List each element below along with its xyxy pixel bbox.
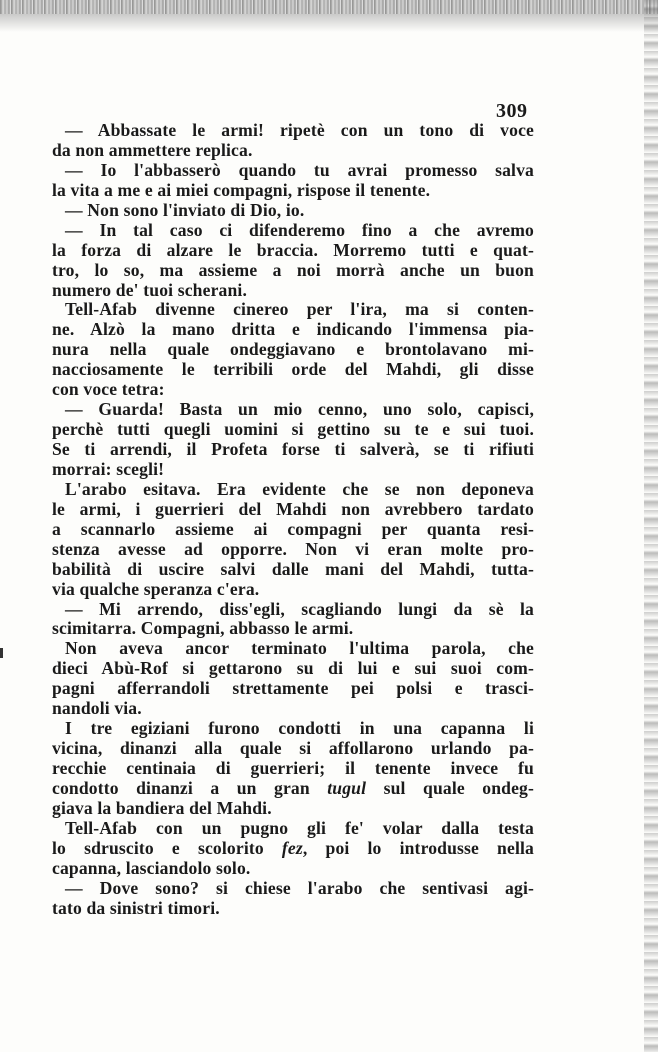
text-line: Non aveva ancor terminato l'ultima parola, che (65, 639, 534, 659)
text-line: — Guarda! Basta un mio cenno, uno solo, capisci, (65, 400, 534, 420)
text-line: condotto dinanzi a un gran tugul sul quale ondeg- (52, 778, 534, 798)
text-line: numero de' tuoi scherani. (52, 280, 248, 300)
text-line: con voce tetra: (52, 380, 165, 400)
text-line: giava la bandiera del Mahdi. (52, 798, 272, 818)
text-line: vicina, dinanzi alla quale si affollarono urlando pa- (52, 739, 534, 759)
text-line: tro, lo so, ma assieme a noi morrà anche un buon (52, 260, 534, 280)
text-line: lo sdruscito e scolorito fez, poi lo introdusse nella (52, 838, 534, 858)
text-line: le armi, i guerrieri del Mahdi non avrebbero tardato (52, 499, 534, 519)
text-line: scimitarra. Compagni, abbasso le armi. (52, 619, 354, 639)
italic-word: tugul (327, 778, 367, 798)
text-line: pagni afferrandoli strettamente pei polsi e trasci- (52, 679, 534, 699)
text-line: morrai: scegli! (52, 459, 165, 479)
scan-top-shadow (0, 14, 658, 32)
text-line: Tell-Afab divenne cinereo per l'ira, ma si conten- (65, 300, 534, 320)
text-line: stenza avesse ad opporre. Non vi eran molte pro- (52, 539, 534, 559)
text-line: Tell-Afab con un pugno gli fe' volar dalla testa (65, 818, 534, 838)
text-line: ne. Alzò la mano dritta e indicando l'immensa pia- (52, 320, 534, 340)
text-line: — Mi arrendo, diss'egli, scagliando lungi da sè la (65, 599, 534, 619)
text-line: Se ti arrendi, il Profeta forse ti salverà, se ti rifiuti (52, 440, 534, 459)
text-line: nura nella quale ondeggiavano e brontolavano mi- (52, 340, 534, 360)
text-line: babilità di uscire salvi dalle mani del Mahdi, tutta- (52, 559, 534, 579)
text-line: la forza di alzare le braccia. Morremo tutti e quat- (52, 240, 534, 260)
text-line: I tre egiziani furono condotti in una capanna li (65, 719, 534, 739)
body-text (52, 121, 534, 919)
italic-word: fez (281, 838, 303, 858)
text-line: via qualche speranza c'era. (52, 579, 260, 599)
text-line: — Non sono l'inviato di Dio, io. (65, 200, 305, 220)
text-line: capanna, lasciandolo solo. (52, 858, 251, 878)
scan-left-mark (0, 648, 3, 658)
text-line: — Dove sono? si chiese l'arabo che sentivasi agi- (65, 878, 534, 898)
text-line: nandoli via. (52, 699, 142, 719)
text-line: tato da sinistri timori. (52, 898, 220, 918)
page-number: 309 (496, 100, 528, 122)
text-line: la vita a me e ai miei compagni, rispose il tenente. (52, 180, 431, 200)
scan-right-edge (644, 0, 658, 1052)
text-line: nacciosamente le terribili orde del Mahdi, gli disse (52, 360, 534, 380)
text-line: a scannarlo assieme ai compagni per quanta resi- (52, 519, 534, 539)
text-line: da non ammettere replica. (52, 140, 253, 160)
text-line: L'arabo esitava. Era evidente che se non deponeva (65, 479, 534, 499)
text-line: dieci Abù-Rof si gettarono su di lui e sui suoi com- (52, 659, 534, 679)
scan-top-edge (0, 0, 658, 14)
text-line: — In tal caso ci difenderemo fino a che avremo (65, 220, 534, 240)
text-line: perchè tutti quegli uomini si gettino su te e sui tuoi. (52, 420, 534, 440)
text-line: — Abbassate le armi! ripetè con un tono di voce (65, 121, 534, 140)
text-line: — Io l'abbasserò quando tu avrai promesso salva (65, 160, 534, 180)
text-line: recchie centinaia di guerrieri; il tenente invece fu (52, 759, 534, 778)
